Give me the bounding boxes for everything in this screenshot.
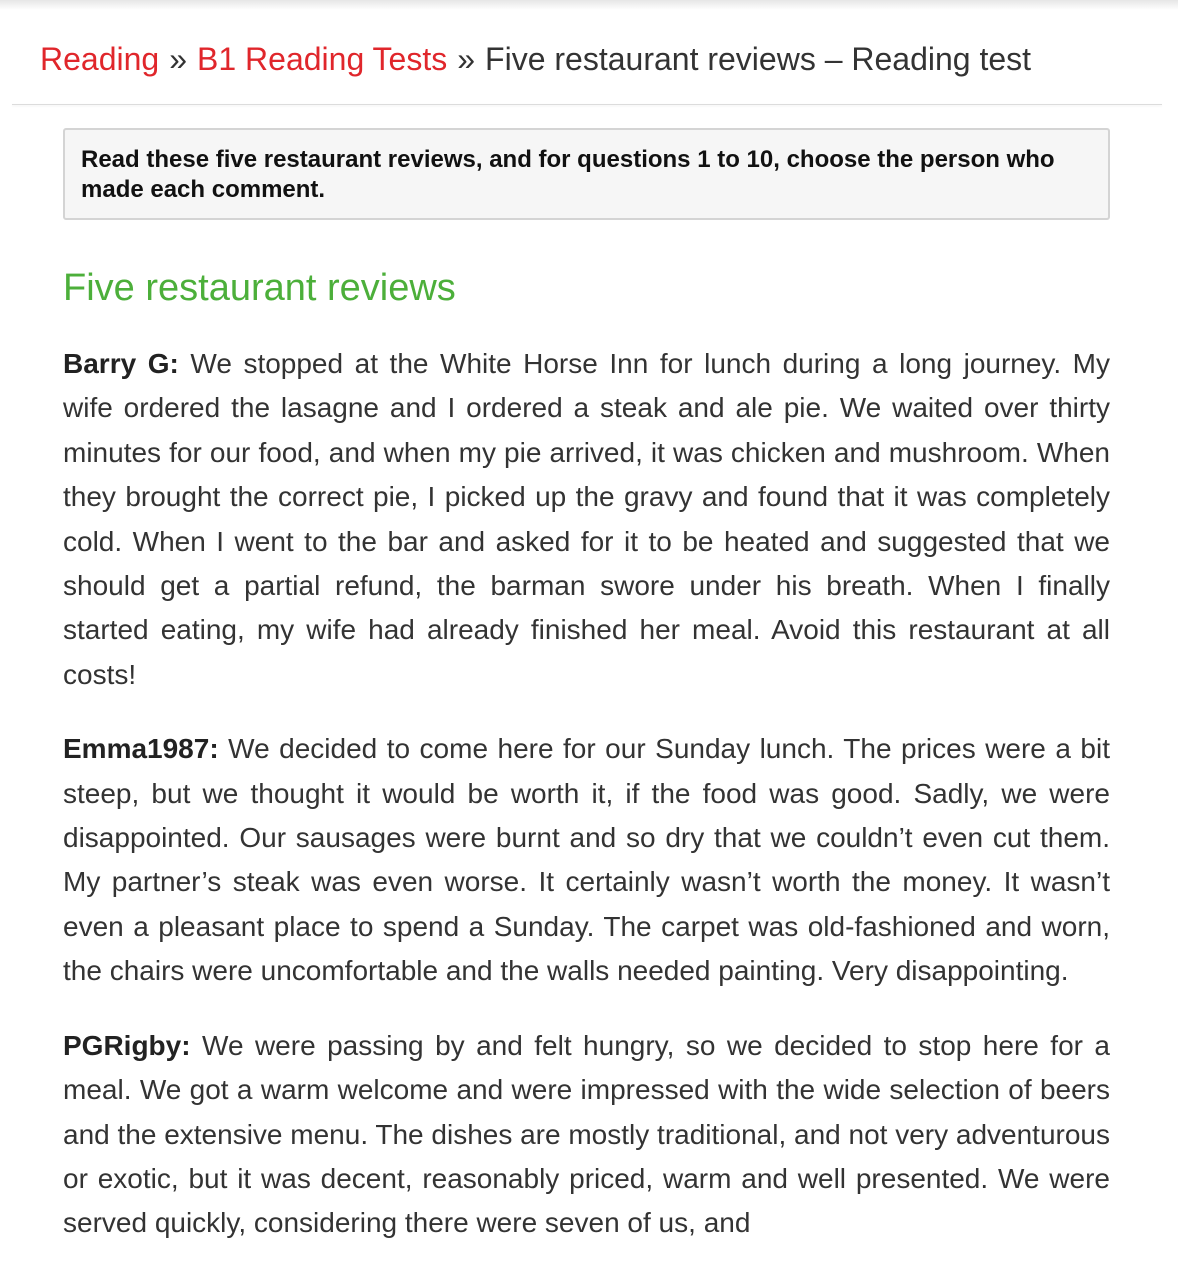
breadcrumb	[40, 36, 1160, 82]
breadcrumb-separator: »	[169, 41, 187, 77]
review-text: We decided to come here for our Sunday lunch. The prices were a bit steep, but we thought it would be worth it, if the food was good. Sadly, we were disappointed. Our sausages were burnt and so dry that we couldn’t even cut them. My partner’s steak was even worse. It certainly wasn’t worth the money. It wasn’t even a pleasant place to spend a Sunday. The carpet was old-fashioned and worn, the chairs were uncomfortable and the walls needed painting. Very disappointing.	[63, 733, 1111, 987]
instructions-box	[63, 128, 1110, 220]
section-title: Five restaurant reviews	[63, 267, 456, 309]
review-author: Emma1987:	[63, 733, 219, 765]
breadcrumb-link-b1-reading-tests[interactable]: B1 Reading Tests	[197, 41, 448, 77]
review-author: Barry G:	[63, 348, 179, 379]
review-emma1987	[63, 727, 1110, 993]
top-shadow	[0, 0, 1178, 10]
review-pgrigby	[63, 1024, 1110, 1246]
review-text: We stopped at the White Horse Inn for lunch during a long journey. My wife ordered the lasagne and I ordered a steak and ale pie. We waited over thirty minutes for our food, and when my pie arrived, it was chicken and mushroom. When they brought the correct pie, I picked up the gravy and found that it was completely cold. When I went to the bar and asked for it to be heated and suggested that we should get a partial refund, the barman swore under his breath. When I finally started eating, my wife had already finished her meal. Avoid this restaurant at all costs!	[63, 348, 1111, 690]
review-author: PGRigby:	[63, 1029, 191, 1061]
instructions-text: Read these five restaurant reviews, and for questions 1 to 10, choose the person who made each comment.	[81, 146, 1055, 203]
breadcrumb-current-page: Five restaurant reviews – Reading test	[485, 41, 1032, 77]
review-text: We were passing by and felt hungry, so we decided to stop here for a meal. We got a warm welcome and were impressed with the wide selection of beers and the extensive menu. The dishes are mostly traditional, and not very adventurous or exotic, but it was decent, reasonably priced, warm and well presented. We were served quickly, considering there were seven of us, and	[63, 1029, 1110, 1239]
review-barry-g	[63, 342, 1110, 697]
header-divider	[12, 104, 1162, 105]
reviews-list	[63, 342, 1110, 1276]
breadcrumb-link-reading[interactable]: Reading	[40, 41, 160, 77]
breadcrumb-separator: »	[457, 41, 476, 77]
